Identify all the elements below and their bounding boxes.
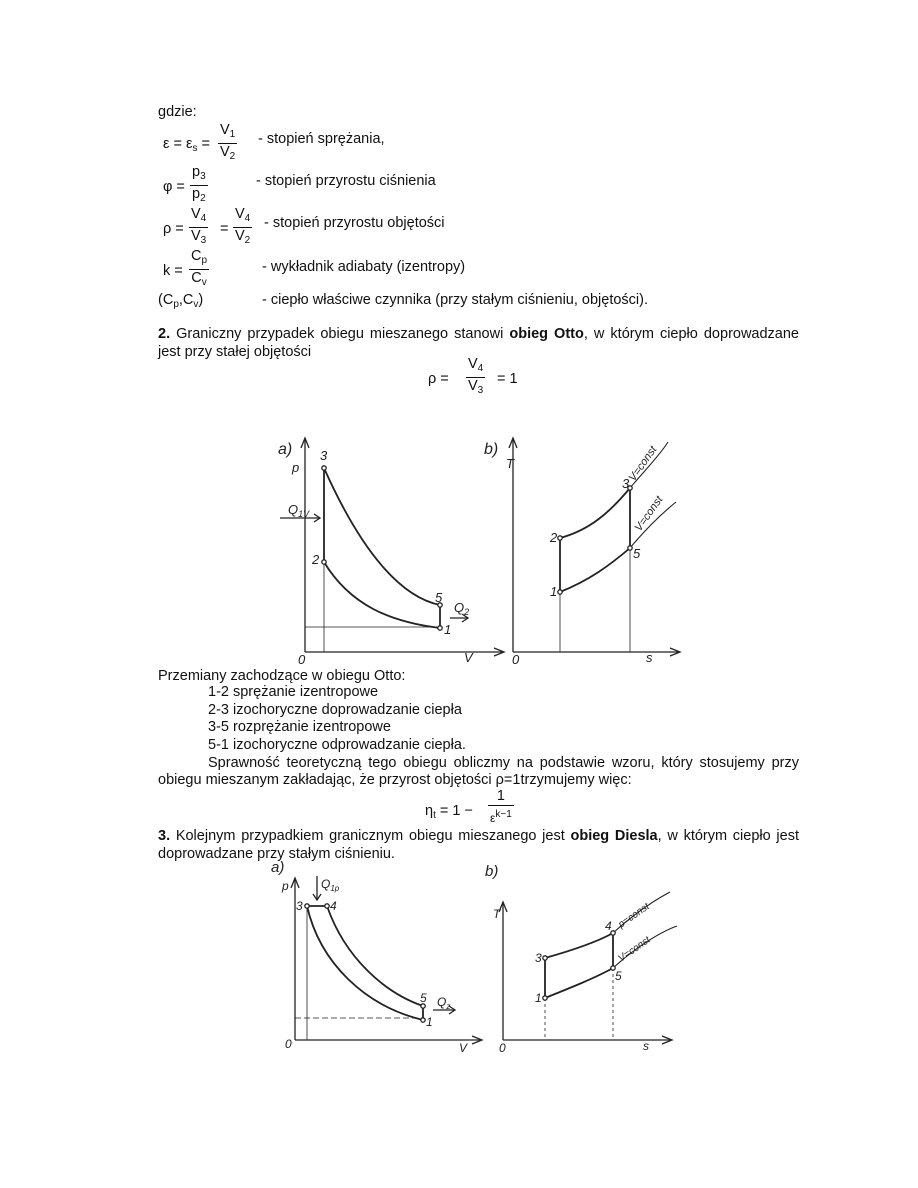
otto-label-q2: $Q_2$: [454, 600, 470, 617]
diesel-label-T: T: [493, 907, 501, 921]
diesel-ts-point-4: 4: [605, 919, 612, 933]
rho-fraction-1: $\frac{V_4}{V_3}$: [191, 206, 207, 246]
section-3-paragraph: 3. Kolejnym przypadkiem granicznym obiegu mieszanego jest obieg Diesla, w którym ciepło jest doprowadzane przy stałym ciśnieniu.: [158, 828, 799, 862]
diesel-ts-point-5: 5: [615, 969, 622, 983]
c-lhs: $(C_p,C_v)$: [158, 292, 204, 310]
eps-desc: - stopień sprężania,: [258, 131, 385, 147]
list-item: 1-2 sprężanie izentropowe: [208, 684, 379, 700]
diesel-label-a: a): [271, 859, 285, 876]
otto-process-list: [208, 684, 466, 754]
rho-fraction-2: $\frac{V_4}{V_2}$: [235, 206, 251, 246]
otto-cycle-diagram: [270, 430, 700, 670]
eps-fraction: $\frac{V_1}{V_2}$: [220, 122, 236, 162]
otto-ts-point-1: 1: [550, 584, 558, 599]
otto-point-3: 3: [320, 448, 328, 463]
otto-vconst-label-2: V=const: [632, 494, 666, 534]
c-desc: - ciepło właściwe czynnika (przy stałym ciśnieniu, objętości).: [262, 292, 648, 308]
gdzie-label: gdzie:: [158, 104, 197, 120]
diesel-label-q2: $Q_z$: [437, 995, 451, 1011]
k-fraction: $\frac{C_p}{C_v}$: [191, 248, 208, 288]
efficiency-text-1: Sprawność teoretyczną tego obiegu obliczmy na podstawie wzoru, który stosujemy przy: [208, 755, 799, 771]
rho-eq-fraction: $\frac{V_4}{V_3}$: [468, 356, 484, 396]
rho-eq: =: [220, 221, 229, 237]
rho-eq-rhs: = 1: [497, 371, 518, 387]
diesel-label-zero-b: 0: [499, 1041, 506, 1055]
diesel-label-V: V: [459, 1041, 468, 1055]
otto-point-5: 5: [435, 590, 443, 605]
rho-desc: - stopień przyrostu objętości: [264, 215, 445, 231]
diesel-label-q1p: $Q_{1p}$: [321, 877, 340, 893]
diesel-ts-curve-5-1: [545, 968, 613, 998]
otto-point-2: 2: [312, 552, 320, 567]
efficiency-text-2: obiegu mieszanym zakładając, że przyrost objętości ρ=1trzymujemy więc:: [158, 772, 632, 788]
diesel-point-1: 1: [426, 1015, 433, 1029]
diesel-pv-curve-1-3: [307, 906, 423, 1020]
diesel-ts-curve-3-4: [545, 933, 613, 958]
eps-lhs: $\varepsilon = \varepsilon_s$ =: [163, 136, 210, 154]
otto-label-zero-b: 0: [512, 652, 520, 667]
otto-label-q1v: $Q_{1V}$: [288, 502, 310, 519]
rho-eq-lhs: ρ =: [428, 371, 449, 387]
otto-label-T: T: [506, 456, 514, 471]
eta-lhs: $\eta_t = 1$ −: [425, 803, 473, 821]
diesel-label-b: b): [485, 863, 499, 880]
list-item: 2-3 izochoryczne doprowadzanie ciepła: [208, 701, 462, 718]
otto-ts-point-2: 2: [550, 530, 558, 545]
diesel-ts-point-3: 3: [535, 951, 542, 965]
otto-list-title: Przemiany zachodzące w obiegu Otto:: [158, 668, 406, 684]
otto-pv-curve-1-2: [324, 562, 440, 628]
otto-label-a: a): [278, 441, 293, 458]
diesel-cycle-diagram: [265, 858, 695, 1058]
list-item: 3-5 rozprężanie izentropowe: [208, 719, 391, 735]
list-item: 5-1 izochoryczne odprowadzanie ciepła.: [208, 736, 466, 753]
diesel-label-zero-a: 0: [285, 1037, 292, 1051]
otto-label-V: V: [464, 650, 473, 665]
phi-desc: - stopień przyrostu ciśnienia: [256, 173, 436, 189]
otto-ts-curve-2-3: [560, 488, 630, 538]
otto-ts-curve-5-1: [560, 548, 630, 592]
otto-label-s: s: [646, 650, 653, 665]
k-desc: - wykładnik adiabaty (izentropy): [262, 259, 466, 275]
diesel-ts-point-1: 1: [535, 991, 542, 1005]
diesel-label-s: s: [643, 1039, 649, 1053]
diesel-label-p: p: [282, 879, 289, 893]
otto-point-1: 1: [444, 622, 452, 637]
otto-label-zero-a: 0: [298, 652, 306, 667]
section-2-paragraph: 2. Graniczny przypadek obiegu mieszanego stanowi obieg Otto, w którym ciepło doprowadzane jest przy stałej objętości: [158, 326, 799, 360]
otto-label-b: b): [484, 441, 499, 458]
otto-label-p: p: [292, 460, 300, 475]
phi-lhs: φ =: [163, 179, 185, 195]
otto-ts-point-5: 5: [633, 546, 641, 561]
k-lhs: k =: [163, 263, 183, 279]
diesel-point-5: 5: [420, 991, 427, 1005]
otto-vconst-label-1: V=const: [626, 444, 660, 484]
otto-ts-point-3: 3: [622, 476, 630, 491]
diesel-pconst-label: p=const: [616, 901, 652, 931]
diesel-point-3: 3: [296, 899, 303, 913]
diesel-vconst-label: V=const: [616, 934, 653, 965]
eta-fraction: 1 $\varepsilon^{k-1}$: [490, 788, 512, 825]
rho-lhs: ρ =: [163, 221, 184, 237]
diesel-pv-curve-4-5: [327, 906, 423, 1006]
phi-fraction: $\frac{p_3}{p_2}$: [192, 164, 206, 204]
diesel-point-4: 4: [330, 899, 337, 913]
